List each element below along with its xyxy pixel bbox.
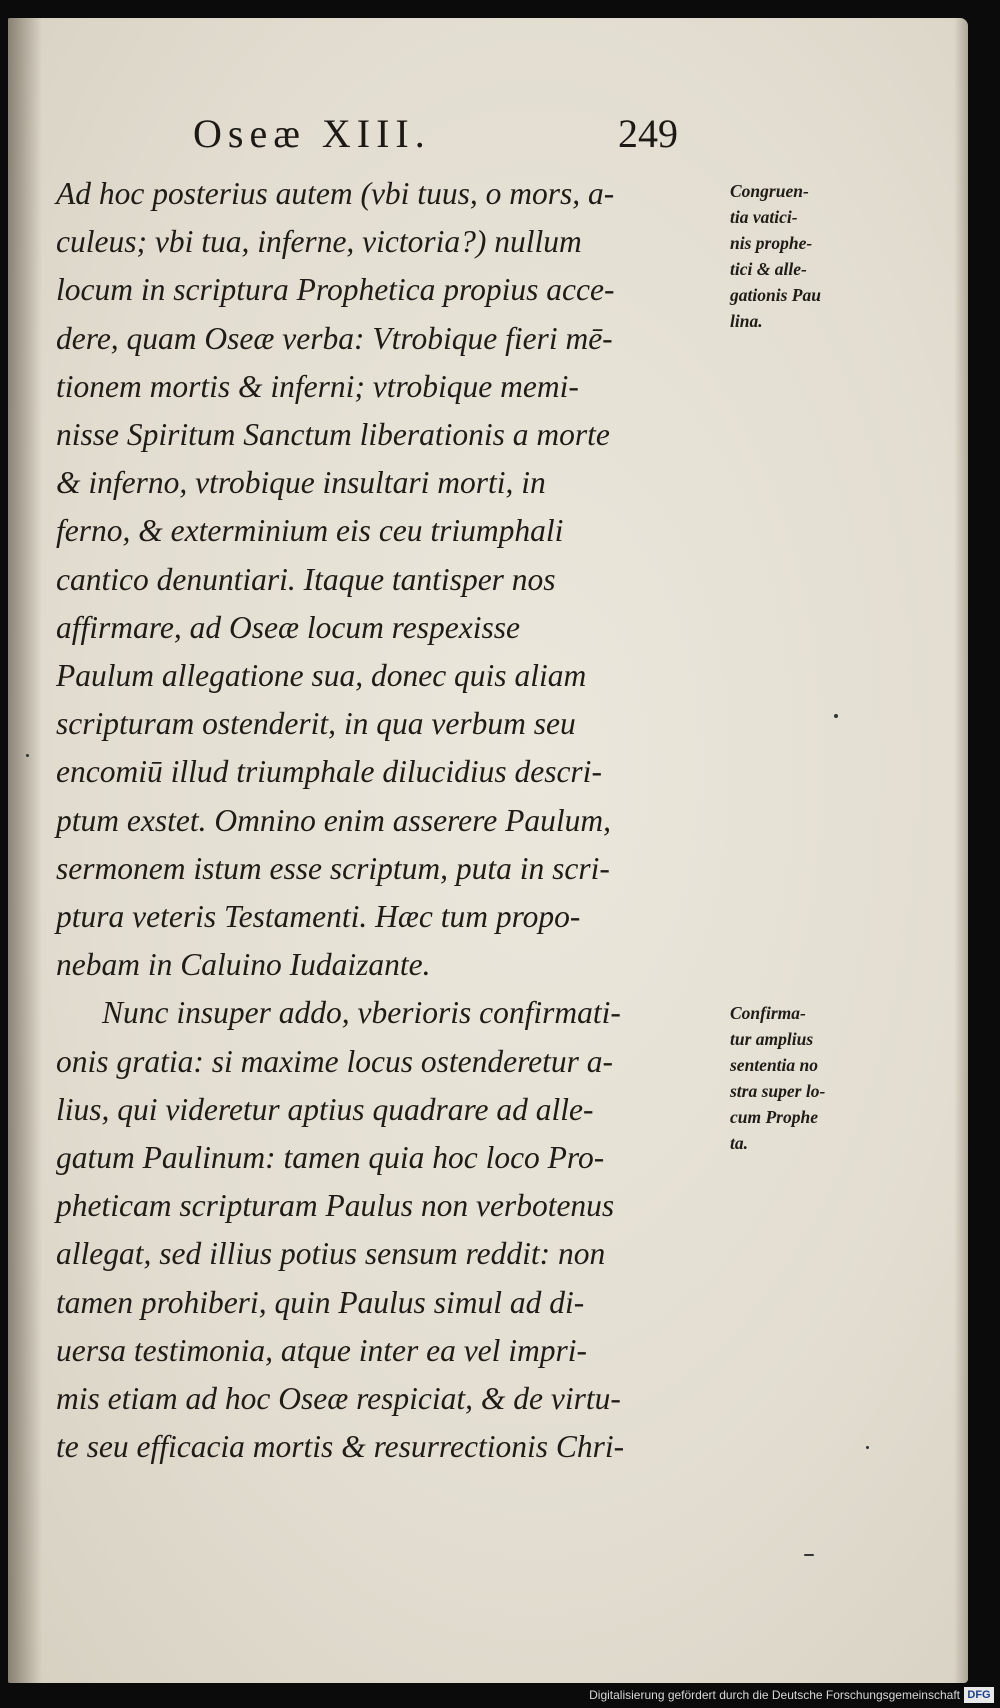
margin-note-line: tici & alle- <box>730 259 807 279</box>
text-line: nisse Spiritum Sanctum liberationis a morte <box>56 417 610 453</box>
text-line: onis gratia: si maxime locus ostenderetur a- <box>56 1043 614 1079</box>
margin-note-line: tur amplius <box>730 1029 814 1049</box>
book-page <box>8 18 968 1683</box>
margin-note-line: cum Prophe <box>730 1107 818 1127</box>
funding-credit: Digitalisierung gefördert durch die Deutsche Forschungsgemeinschaft <box>589 1688 960 1702</box>
text-line: te seu efficacia mortis & resurrectionis Chri- <box>56 1429 625 1465</box>
margin-note-line: sententia no <box>730 1055 819 1075</box>
margin-note-line: tia vatici- <box>730 207 798 227</box>
text-line: tamen prohiberi, quin Paulus simul ad di- <box>56 1284 585 1320</box>
ink-speck <box>834 714 838 718</box>
text-line: sermonem istum esse scriptum, puta in scri- <box>56 850 610 886</box>
text-line: locum in scriptura Prophetica propius acce- <box>56 272 615 308</box>
margin-note-line: gationis Pau <box>730 285 821 305</box>
main-text-block <box>56 170 726 1471</box>
digitization-footer <box>0 1683 1000 1708</box>
text-line: mis etiam ad hoc Oseæ respiciat, & de virtu- <box>56 1381 621 1417</box>
margin-note-line: Confirma- <box>730 1003 806 1023</box>
text-line: encomiū illud triumphale dilucidius descri- <box>56 754 602 790</box>
text-line: ptum exstet. Omnino enim asserere Paulum, <box>56 802 611 838</box>
text-line: cantico denuntiari. Itaque tantisper nos <box>56 561 556 597</box>
marginal-note-congruentia <box>730 178 905 334</box>
dfg-logo: DFG <box>964 1687 994 1703</box>
ink-speck <box>804 1554 814 1556</box>
text-line: lius, qui videretur aptius quadrare ad alle- <box>56 1091 594 1127</box>
text-line: & inferno, vtrobique insultari morti, in <box>56 465 546 501</box>
gutter-shadow <box>8 18 42 1683</box>
text-line: tionem mortis & inferni; vtrobique memi- <box>56 368 579 404</box>
page-number: 249 <box>618 111 678 156</box>
text-line: ferno, & exterminium eis ceu triumphali <box>56 513 564 549</box>
ink-speck <box>26 754 29 757</box>
text-line: allegat, sed illius potius sensum reddit: non <box>56 1236 606 1272</box>
margin-note-line: lina. <box>730 311 763 331</box>
text-line: scripturam ostenderit, in qua verbum seu <box>56 706 576 742</box>
text-line: affirmare, ad Oseæ locum respexisse <box>56 609 520 645</box>
margin-note-line: nis prophe- <box>730 233 813 253</box>
text-line: Paulum allegatione sua, donec quis aliam <box>56 658 587 694</box>
running-head: Oseæ XIII. <box>193 111 431 156</box>
text-line: culeus; vbi tua, inferne, victoria?) nullum <box>56 224 582 260</box>
marginal-note-confirmatur <box>730 1000 905 1156</box>
text-line: pheticam scripturam Paulus non verbotenus <box>56 1188 615 1224</box>
text-line: ptura veteris Testamenti. Hæc tum propo- <box>56 899 581 935</box>
text-line: uersa testimonia, atque inter ea vel impri- <box>56 1332 588 1368</box>
margin-note-line: ta. <box>730 1133 748 1153</box>
text-line: Ad hoc posterius autem (vbi tuus, o mors, a- <box>56 176 615 211</box>
ink-speck <box>866 1446 869 1449</box>
text-line: dere, quam Oseæ verba: Vtrobique fieri mē- <box>56 320 613 356</box>
paragraph-start-line: Nunc insuper addo, vberioris confirmati- <box>102 995 621 1031</box>
text-line: nebam in Caluino Iudaizante. <box>56 947 431 983</box>
margin-note-line: stra super lo- <box>730 1081 826 1101</box>
text-line: gatum Paulinum: tamen quia hoc loco Pro- <box>56 1140 605 1176</box>
page-edge <box>954 18 968 1683</box>
margin-note-line: Congruen- <box>730 181 809 201</box>
